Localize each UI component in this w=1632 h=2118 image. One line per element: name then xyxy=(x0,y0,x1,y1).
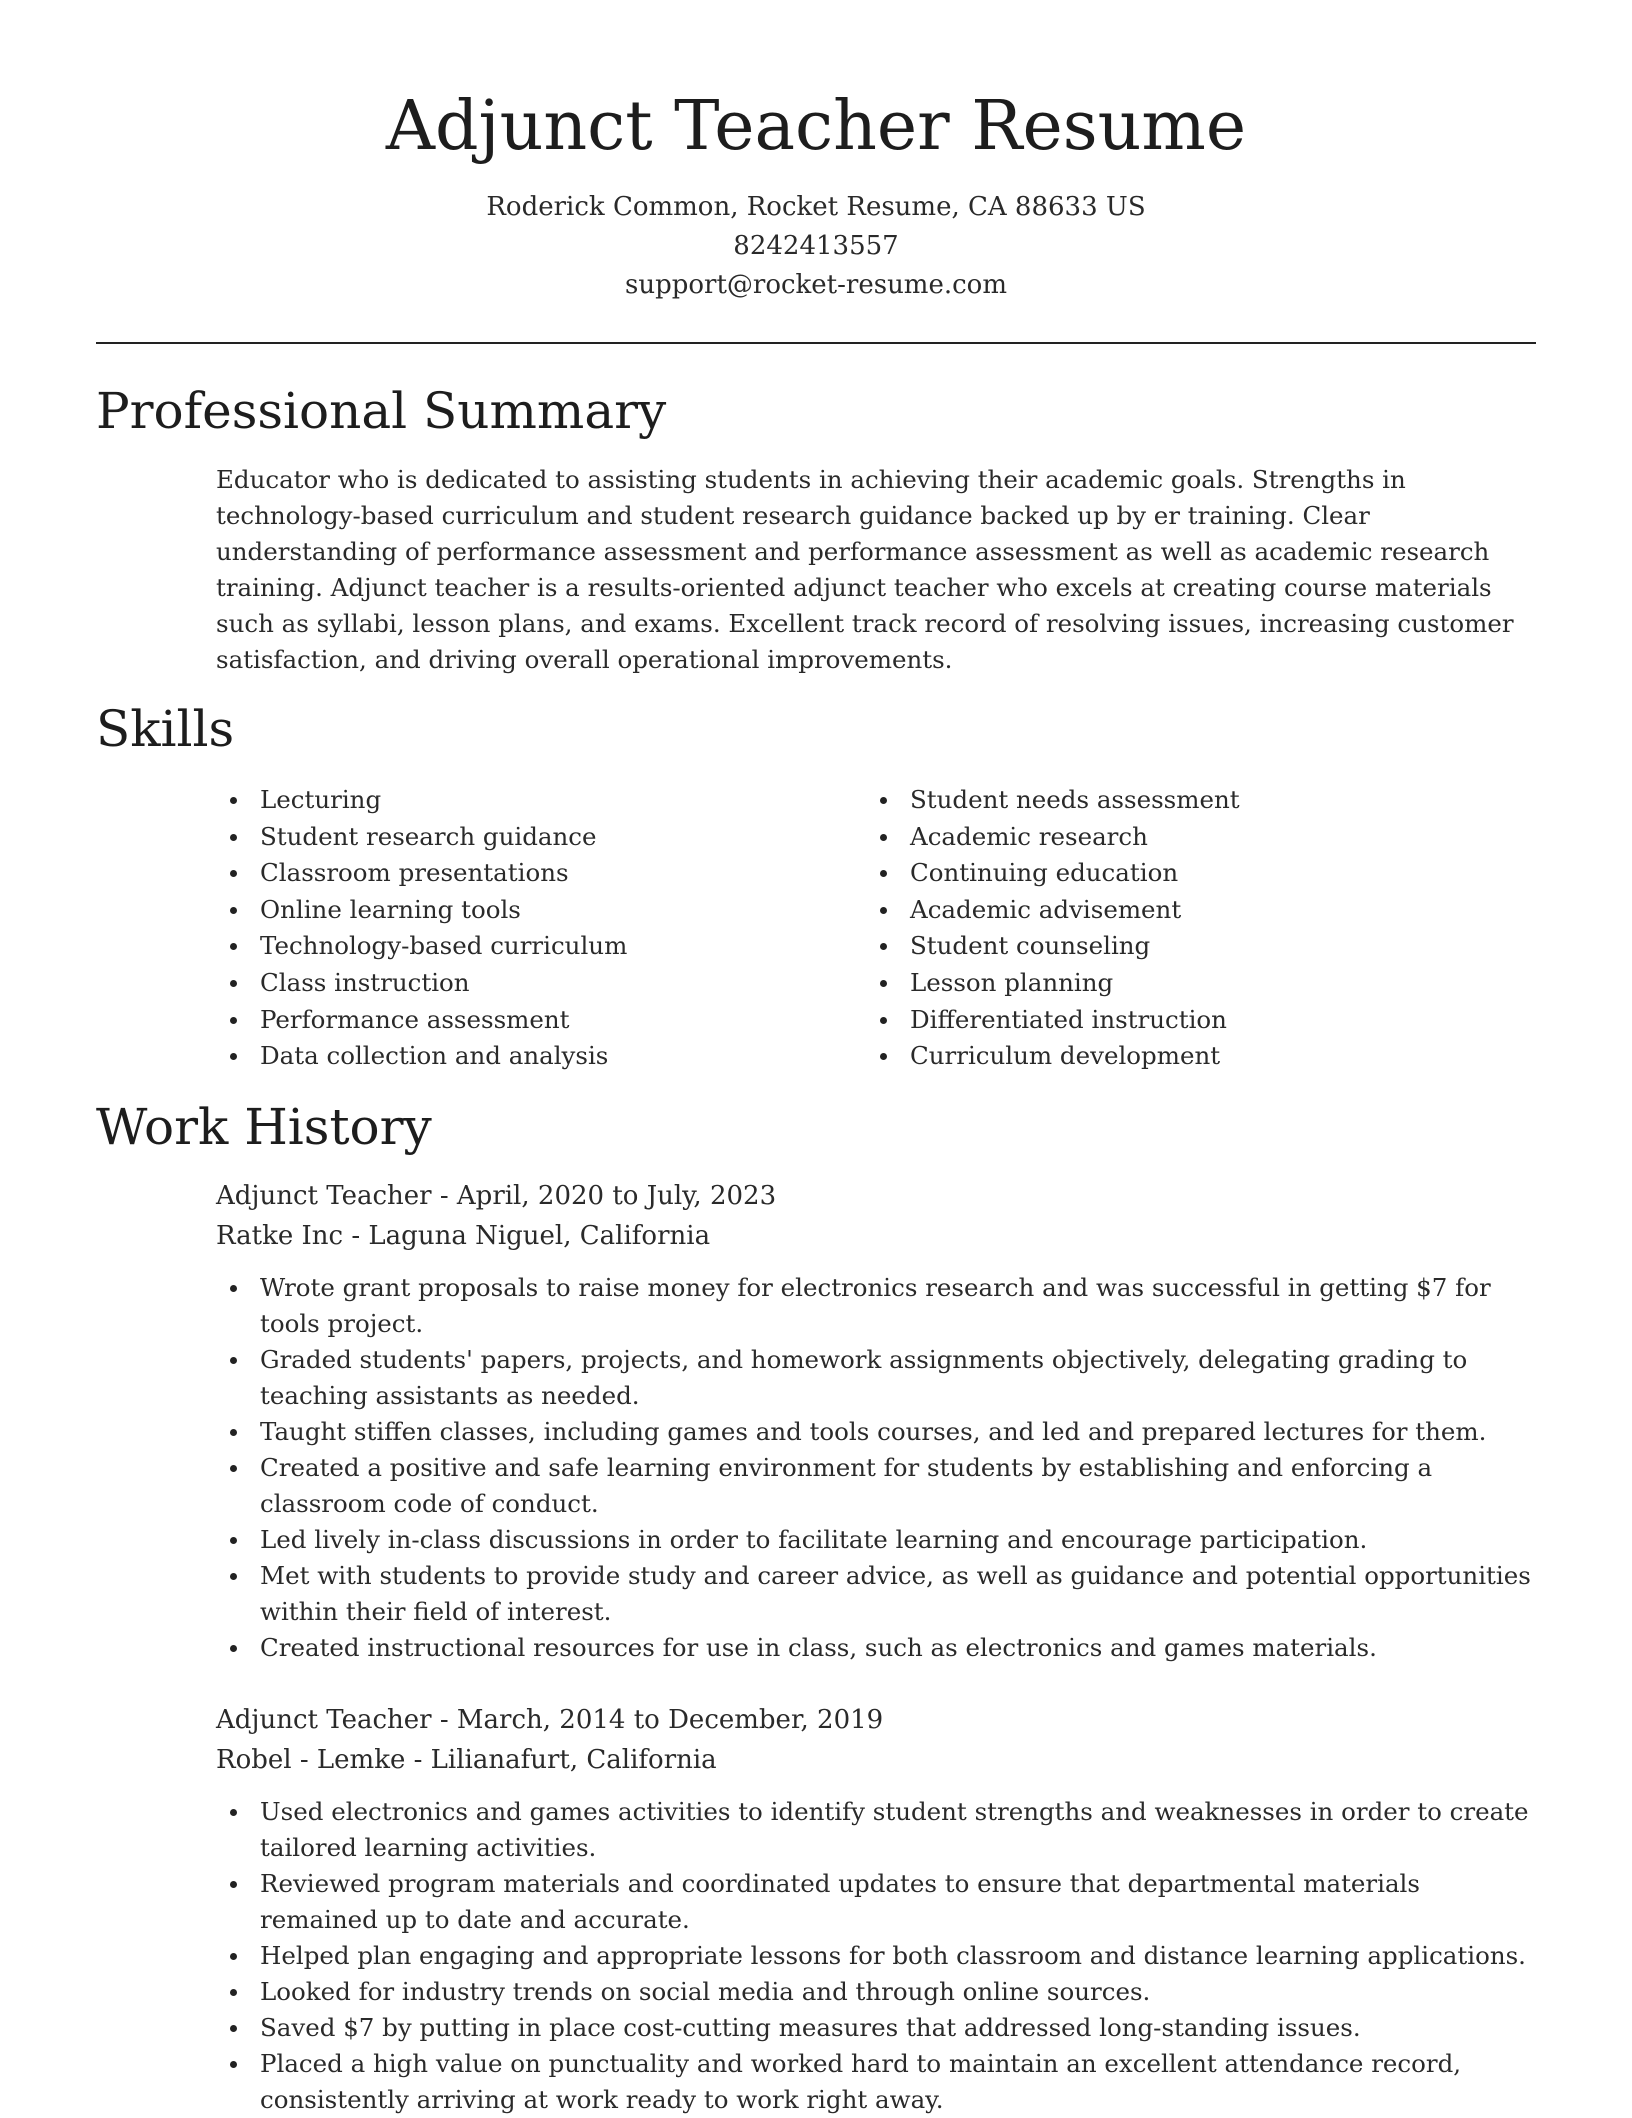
job-bullet: Used electronics and games activities to identify student strengths and weaknesses in order to create tailored learning activities. xyxy=(216,1794,1538,1866)
job-bullet: Reviewed program materials and coordinated updates to ensure that departmental materials remained up to date and accurate. xyxy=(216,1866,1538,1938)
job-company-location: Robel - Lemke - Lilianafurt, California xyxy=(216,1745,717,1775)
skill-item: Continuing education xyxy=(866,855,1506,892)
job-bullets xyxy=(216,1794,1538,2118)
skills-list-right xyxy=(866,782,1506,1075)
skill-item: Online learning tools xyxy=(216,892,856,929)
skill-item: Student needs assessment xyxy=(866,782,1506,819)
header-divider xyxy=(96,342,1536,344)
skill-item: Lesson planning xyxy=(866,965,1506,1002)
skills-heading: Skills xyxy=(96,700,235,758)
summary-heading: Professional Summary xyxy=(96,382,667,440)
job-bullets xyxy=(216,1270,1538,1666)
job-bullet: Created a positive and safe learning environment for students by establishing and enforcing a classroom code of conduct. xyxy=(216,1450,1538,1522)
job-title-dates: Adjunct Teacher - April, 2020 to July, 2023 xyxy=(216,1181,777,1211)
job-bullet: Wrote grant proposals to raise money for electronics research and was successful in getting $7 for tools project. xyxy=(216,1270,1538,1342)
job-title-dates: Adjunct Teacher - March, 2014 to December, 2019 xyxy=(216,1705,884,1735)
skill-item: Academic research xyxy=(866,819,1506,856)
skill-item: Student research guidance xyxy=(216,819,856,856)
contact-block xyxy=(0,188,1632,305)
skill-item: Technology-based curriculum xyxy=(216,928,856,965)
job-bullet: Taught stiffen classes, including games and tools courses, and led and prepared lectures for them. xyxy=(216,1414,1538,1450)
skill-item: Classroom presentations xyxy=(216,855,856,892)
work-history-heading: Work History xyxy=(96,1098,432,1156)
skill-item: Curriculum development xyxy=(866,1038,1506,1075)
job-bullet: Looked for industry trends on social media and through online sources. xyxy=(216,1974,1538,2010)
job-bullet: Met with students to provide study and career advice, as well as guidance and potential opportunities within their field of interest. xyxy=(216,1558,1538,1630)
skill-item: Class instruction xyxy=(216,965,856,1002)
skill-item: Student counseling xyxy=(866,928,1506,965)
job-bullet: Placed a high value on punctuality and worked hard to maintain an excellent attendance record, consistently arriving at work ready to work right away. xyxy=(216,2046,1538,2118)
job-bullet: Graded students' papers, projects, and homework assignments objectively, delegating grading to teaching assistants as needed. xyxy=(216,1342,1538,1414)
summary-text: Educator who is dedicated to assisting students in achieving their academic goals. Strengths in technology-based curriculum and student research guidance backed up by er training. Clear understanding of performance assessment and performance assessment as well as academic research training. Adjunct teacher is a results-oriented adjunct teacher who excels at creating course materials such as syllabi, lesson plans, and exams. Excellent track record of resolving issues, increasing customer satisfaction, and driving overall operational improvements. xyxy=(216,465,1514,674)
resume-title: Adjunct Teacher Resume xyxy=(385,87,1247,166)
skill-item: Lecturing xyxy=(216,782,856,819)
skill-item: Performance assessment xyxy=(216,1002,856,1039)
job-bullet: Led lively in-class discussions in order to facilitate learning and encourage participation. xyxy=(216,1522,1538,1558)
contact-phone: 8242413557 xyxy=(733,231,899,261)
contact-email: support@rocket-resume.com xyxy=(624,270,1007,300)
job-bullet: Helped plan engaging and appropriate lessons for both classroom and distance learning applications. xyxy=(216,1938,1538,1974)
skill-item: Differentiated instruction xyxy=(866,1002,1506,1039)
job-bullet: Created instructional resources for use in class, such as electronics and games materials. xyxy=(216,1630,1538,1666)
job-company-location: Ratke Inc - Laguna Niguel, California xyxy=(216,1221,711,1251)
contact-address: Roderick Common, Rocket Resume, CA 88633 US xyxy=(486,192,1146,222)
skills-list-left xyxy=(216,782,856,1075)
skill-item: Data collection and analysis xyxy=(216,1038,856,1075)
job-bullet: Saved $7 by putting in place cost-cutting measures that addressed long-standing issues. xyxy=(216,2010,1538,2046)
skill-item: Academic advisement xyxy=(866,892,1506,929)
